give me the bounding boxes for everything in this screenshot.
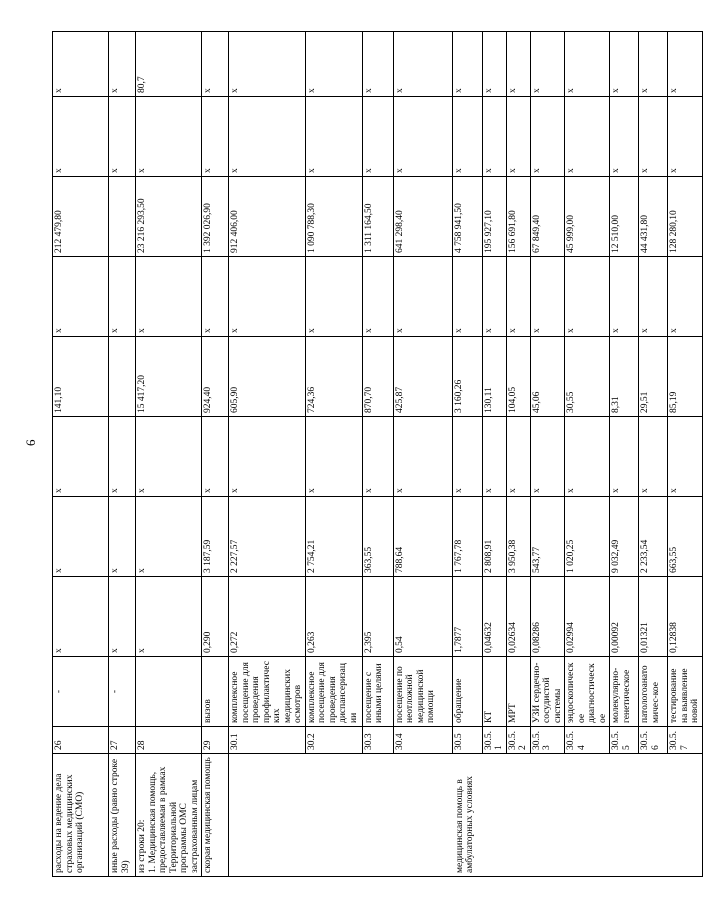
- cell-unit: патологоанатомичес-кое: [639, 657, 668, 727]
- cell-cost3: 29,51: [639, 337, 668, 417]
- cell-unit: -: [53, 657, 109, 727]
- cell-sum2: x: [482, 97, 506, 177]
- cell-name: из строки 20: 1. Медицинская помощь, предоставляемая в рамках Территориальной программы ОМС застрахованным лицам: [136, 754, 202, 877]
- table-row: [362, 32, 393, 877]
- cell-pct: x: [452, 32, 482, 97]
- cell-row: 30.5: [452, 727, 482, 754]
- cell-row: 26: [53, 727, 109, 754]
- cell-norm: x: [136, 577, 202, 657]
- cell-cost4: x: [393, 257, 452, 337]
- table-row: [639, 32, 668, 877]
- table-row: [136, 32, 202, 877]
- cell-norm: 0,263: [305, 577, 362, 657]
- cell-norm: 1,7877: [452, 577, 482, 657]
- page-number: 6: [23, 439, 38, 446]
- cell-sum2: x: [229, 97, 306, 177]
- cell-row: 30.1: [229, 727, 306, 754]
- cell-cost1: 2 227,57: [229, 497, 306, 577]
- cell-row: 30.5.7: [668, 727, 703, 754]
- cell-cost4: x: [610, 257, 639, 337]
- cell-norm: 0,02994: [565, 577, 610, 657]
- cell-cost1: 2 754,21: [305, 497, 362, 577]
- cell-unit: молекулярно-генетическое: [610, 657, 639, 727]
- cell-sum2: x: [506, 97, 530, 177]
- cell-cost2: x: [668, 417, 703, 497]
- cell-cost1: 1 020,25: [565, 497, 610, 577]
- cell-unit: обращение: [452, 657, 482, 727]
- cell-cost1: 3 950,38: [506, 497, 530, 577]
- cell-sum2: x: [530, 97, 565, 177]
- cell-cost1: 663,55: [668, 497, 703, 577]
- cell-sum1: 44 431,80: [639, 177, 668, 257]
- table-row: [393, 32, 452, 877]
- cell-norm: 0,54: [393, 577, 452, 657]
- table-row: [565, 32, 610, 877]
- cell-pct: x: [639, 32, 668, 97]
- cell-row: 30.2: [305, 727, 362, 754]
- cell-cost3: 8,31: [610, 337, 639, 417]
- cell-cost4: x: [530, 257, 565, 337]
- cell-cost4: x: [109, 257, 136, 337]
- table-row: [668, 32, 703, 877]
- cell-cost2: x: [53, 417, 109, 497]
- cell-cost1: 788,64: [393, 497, 452, 577]
- cell-sum2: x: [305, 97, 362, 177]
- table-row: [452, 32, 482, 877]
- cell-cost4: x: [229, 257, 306, 337]
- cell-cost4: x: [53, 257, 109, 337]
- cell-sum1: 45 999,00: [565, 177, 610, 257]
- cell-cost2: x: [202, 417, 229, 497]
- cell-sum1: 1 311 164,50: [362, 177, 393, 257]
- cell-norm: 0,08286: [530, 577, 565, 657]
- cell-unit: [136, 657, 202, 727]
- cell-cost3: 104,05: [506, 337, 530, 417]
- cell-norm: 0,01321: [639, 577, 668, 657]
- cell-row: 30.5.1: [482, 727, 506, 754]
- cell-sum2: x: [668, 97, 703, 177]
- cell-sum2: x: [136, 97, 202, 177]
- table-row: [530, 32, 565, 877]
- cell-cost4: x: [202, 257, 229, 337]
- table-row: [202, 32, 229, 877]
- cell-pct: x: [53, 32, 109, 97]
- cell-sum1: 128 280,10: [668, 177, 703, 257]
- cell-norm: 0,12838: [668, 577, 703, 657]
- cell-sum1: [109, 177, 136, 257]
- cell-cost1: x: [109, 497, 136, 577]
- table-row: [482, 32, 506, 877]
- cell-unit: комплексное посещение для проведения профилактических медицинских осмотров: [229, 657, 306, 727]
- cell-norm: x: [109, 577, 136, 657]
- cell-pct: x: [610, 32, 639, 97]
- cell-cost3: 30,55: [565, 337, 610, 417]
- cell-unit: эндоскопическое диагностическое: [565, 657, 610, 727]
- cell-cost1: 1 767,78: [452, 497, 482, 577]
- cell-unit: КТ: [482, 657, 506, 727]
- cell-cost3: 924,40: [202, 337, 229, 417]
- cell-cost3: 130,11: [482, 337, 506, 417]
- cell-cost4: x: [362, 257, 393, 337]
- cell-row: 30.5.2: [506, 727, 530, 754]
- cell-sum1: 212 479,80: [53, 177, 109, 257]
- table-row: [305, 32, 362, 877]
- cell-cost2: x: [530, 417, 565, 497]
- cell-norm: 0,290: [202, 577, 229, 657]
- cell-pct: x: [362, 32, 393, 97]
- cell-pct: x: [565, 32, 610, 97]
- cell-unit: МРТ: [506, 657, 530, 727]
- cell-pct: x: [393, 32, 452, 97]
- cell-sum1: 912 406,00: [229, 177, 306, 257]
- cell-norm: x: [53, 577, 109, 657]
- cell-unit: тестирование на выявление новой: [668, 657, 703, 727]
- cell-row: 30.3: [362, 727, 393, 754]
- cell-sum1: 641 298,40: [393, 177, 452, 257]
- table-row: [610, 32, 639, 877]
- cell-cost1: x: [136, 497, 202, 577]
- cell-pct: x: [668, 32, 703, 97]
- cell-cost4: x: [305, 257, 362, 337]
- cell-cost4: x: [565, 257, 610, 337]
- cell-cost1: 543,77: [530, 497, 565, 577]
- cell-cost1: 2 808,91: [482, 497, 506, 577]
- cell-cost2: x: [565, 417, 610, 497]
- table-row: [53, 32, 109, 877]
- cell-row: 30.4: [393, 727, 452, 754]
- cell-sum2: x: [565, 97, 610, 177]
- expenditure-table: [52, 31, 703, 877]
- cell-row: 30.5.6: [639, 727, 668, 754]
- cell-cost2: x: [393, 417, 452, 497]
- cell-norm: 0,00092: [610, 577, 639, 657]
- cell-cost4: x: [482, 257, 506, 337]
- cell-cost3: 45,06: [530, 337, 565, 417]
- cell-cost4: x: [506, 257, 530, 337]
- cell-cost2: x: [639, 417, 668, 497]
- table-row: [109, 32, 136, 877]
- cell-cost3: 3 160,26: [452, 337, 482, 417]
- cell-cost2: x: [452, 417, 482, 497]
- cell-cost1: 363,55: [362, 497, 393, 577]
- cell-sum2: x: [452, 97, 482, 177]
- cell-cost2: x: [229, 417, 306, 497]
- cell-sum2: x: [362, 97, 393, 177]
- cell-norm: 0,02634: [506, 577, 530, 657]
- cell-name: расходы на ведение дела страховых медицинских организаций (СМО): [53, 754, 109, 877]
- cell-unit: комплексное посещение для проведения диспансеризации: [305, 657, 362, 727]
- cell-cost2: x: [482, 417, 506, 497]
- cell-cost1: x: [53, 497, 109, 577]
- cell-pct: x: [109, 32, 136, 97]
- cell-cost2: x: [506, 417, 530, 497]
- cell-pct: x: [482, 32, 506, 97]
- cell-row: 30.5.4: [565, 727, 610, 754]
- rotated-table-container: [52, 32, 700, 877]
- cell-cost3: 141,10: [53, 337, 109, 417]
- cell-sum1: 12 510,00: [610, 177, 639, 257]
- cell-sum2: x: [639, 97, 668, 177]
- cell-name: [229, 754, 703, 877]
- cell-cost2: x: [109, 417, 136, 497]
- cell-cost3: 425,87: [393, 337, 452, 417]
- cell-unit: посещение по неотложной медицинской помощи: [393, 657, 452, 727]
- cell-cost3: 870,70: [362, 337, 393, 417]
- cell-sum2: x: [53, 97, 109, 177]
- cell-unit: вызов: [202, 657, 229, 727]
- cell-cost1: 9 032,49: [610, 497, 639, 577]
- cell-row: 30.5.5: [610, 727, 639, 754]
- cell-sum1: 4 758 941,50: [452, 177, 482, 257]
- cell-name: иные расходы (равно строке 39): [109, 754, 136, 877]
- cell-sum1: 1 090 788,30: [305, 177, 362, 257]
- cell-sum2: x: [610, 97, 639, 177]
- table-row: [506, 32, 530, 877]
- cell-pct: x: [202, 32, 229, 97]
- cell-cost3: 85,19: [668, 337, 703, 417]
- cell-cost4: x: [668, 257, 703, 337]
- cell-pct: x: [530, 32, 565, 97]
- cell-pct: 80,7: [136, 32, 202, 97]
- table-row: [229, 32, 306, 877]
- cell-unit: УЗИ сердечно-сосудистой системы: [530, 657, 565, 727]
- cell-cost1: 2 233,54: [639, 497, 668, 577]
- cell-row: 28: [136, 727, 202, 754]
- cell-cost1: 3 187,59: [202, 497, 229, 577]
- cell-sum2: x: [393, 97, 452, 177]
- cell-unit: -: [109, 657, 136, 727]
- cell-text: медицинская помощь в амбулаторных условиях: [454, 775, 476, 873]
- cell-cost4: x: [452, 257, 482, 337]
- cell-cost3: 605,90: [229, 337, 306, 417]
- cell-row: 29: [202, 727, 229, 754]
- cell-cost2: x: [610, 417, 639, 497]
- cell-norm: 0,272: [229, 577, 306, 657]
- cell-cost4: x: [136, 257, 202, 337]
- cell-norm: 2,395: [362, 577, 393, 657]
- cell-sum2: x: [202, 97, 229, 177]
- cell-name: скорая медицинская помощь: [202, 754, 229, 877]
- cell-pct: x: [229, 32, 306, 97]
- cell-sum1: 67 849,40: [530, 177, 565, 257]
- cell-pct: x: [305, 32, 362, 97]
- cell-sum1: 195 927,10: [482, 177, 506, 257]
- cell-cost3: 15 417,20: [136, 337, 202, 417]
- cell-row: 30.5.3: [530, 727, 565, 754]
- cell-cost3: [109, 337, 136, 417]
- cell-sum2: x: [109, 97, 136, 177]
- cell-sum1: 156 691,80: [506, 177, 530, 257]
- cell-norm: 0,04632: [482, 577, 506, 657]
- cell-row: 27: [109, 727, 136, 754]
- cell-cost2: x: [136, 417, 202, 497]
- cell-sum1: 1 392 026,90: [202, 177, 229, 257]
- cell-cost2: x: [305, 417, 362, 497]
- cell-sum1: 23 216 293,50: [136, 177, 202, 257]
- cell-unit: посещение с иными целями: [362, 657, 393, 727]
- cell-cost2: x: [362, 417, 393, 497]
- cell-cost4: x: [639, 257, 668, 337]
- cell-cost3: 724,36: [305, 337, 362, 417]
- cell-pct: x: [506, 32, 530, 97]
